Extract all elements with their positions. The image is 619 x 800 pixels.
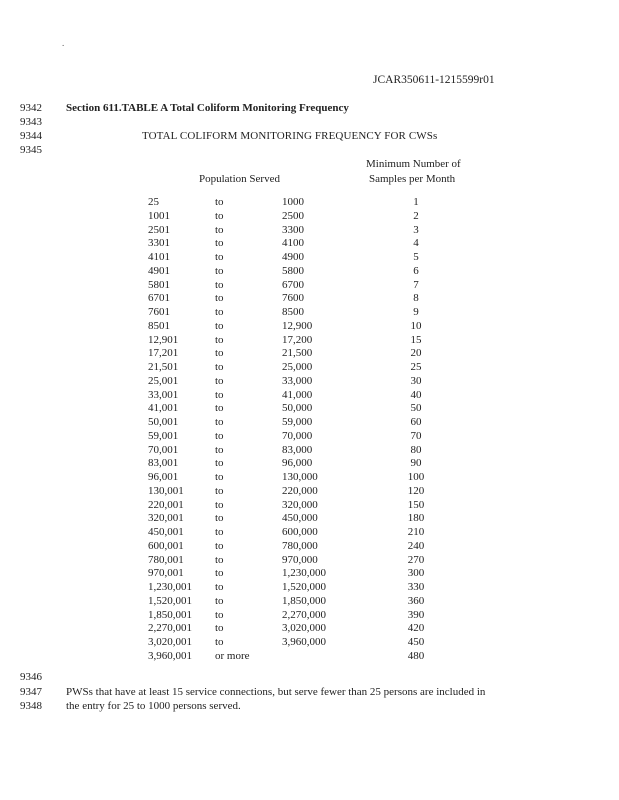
population-to-cell: 780,000 <box>282 539 318 552</box>
population-to-cell: 4900 <box>282 251 304 263</box>
population-from-cell: 50,001 <box>148 416 179 428</box>
population-from-cell: 70,001 <box>148 443 179 456</box>
samples-cell: 150 <box>407 498 425 511</box>
range-word-cell: to <box>215 512 224 525</box>
range-word-cell: to <box>215 608 224 621</box>
range-word-cell: to <box>215 484 224 497</box>
samples-cell: 1 <box>413 196 419 208</box>
table-row <box>0 430 619 444</box>
table-row <box>0 636 619 650</box>
table-row <box>0 347 619 361</box>
table-row <box>0 622 619 636</box>
population-from-cell: 1001 <box>148 209 170 222</box>
samples-cell: 450 <box>407 636 425 648</box>
range-word-cell: to <box>215 251 224 263</box>
samples-cell: 20 <box>410 347 422 360</box>
table-row <box>0 444 619 458</box>
range-word-cell: to <box>215 196 224 208</box>
population-from-cell: 96,001 <box>148 471 179 483</box>
samples-cell: 2 <box>413 209 419 222</box>
range-word-cell: or more <box>215 649 250 662</box>
population-from-cell: 6701 <box>148 292 170 305</box>
population-to-cell: 220,000 <box>282 484 318 497</box>
population-from-cell: 5801 <box>148 278 170 291</box>
line-number: 9345 <box>20 144 42 156</box>
range-word-cell: to <box>215 636 224 648</box>
table-row <box>0 279 619 293</box>
population-from-cell: 780,001 <box>148 553 184 566</box>
line-number: 9342 <box>20 102 42 114</box>
range-word-cell: to <box>215 361 224 373</box>
population-to-cell: 2500 <box>282 209 304 222</box>
samples-cell: 240 <box>407 539 425 552</box>
samples-cell: 270 <box>407 553 425 566</box>
population-from-cell: 1,850,001 <box>148 608 192 621</box>
samples-column-header-line1: Minimum Number of <box>366 158 461 170</box>
population-to-cell: 1000 <box>282 196 304 208</box>
population-from-cell: 83,001 <box>148 457 179 470</box>
population-to-cell: 41,000 <box>282 388 313 401</box>
table-row <box>0 224 619 238</box>
population-from-cell: 4101 <box>148 251 170 263</box>
population-from-cell: 130,001 <box>148 484 184 497</box>
footnote-line-1: PWSs that have at least 15 service connections, but serve fewer than 25 persons are included in <box>66 686 486 698</box>
table-row <box>0 485 619 499</box>
samples-cell: 6 <box>413 264 419 277</box>
population-to-cell: 70,000 <box>282 429 313 442</box>
population-from-cell: 41,001 <box>148 402 179 415</box>
table-row <box>0 512 619 526</box>
population-to-cell: 1,850,000 <box>282 594 326 607</box>
range-word-cell: to <box>215 306 224 318</box>
samples-cell: 180 <box>407 512 425 525</box>
population-from-cell: 8501 <box>148 319 170 332</box>
table-row <box>0 457 619 471</box>
population-to-cell: 6700 <box>282 278 304 291</box>
table-row <box>0 650 619 664</box>
samples-cell: 330 <box>407 581 425 593</box>
samples-cell: 25 <box>410 361 422 373</box>
population-to-cell: 1,520,000 <box>282 581 326 593</box>
line-number: 9343 <box>20 116 42 128</box>
range-word-cell: to <box>215 333 224 346</box>
population-to-cell: 1,230,000 <box>282 567 326 580</box>
line-number: 9348 <box>20 700 42 712</box>
range-word-cell: to <box>215 539 224 552</box>
table-row <box>0 609 619 623</box>
population-from-cell: 7601 <box>148 306 170 318</box>
range-word-cell: to <box>215 264 224 277</box>
range-word-cell: to <box>215 443 224 456</box>
table-row <box>0 567 619 581</box>
range-word-cell: to <box>215 553 224 566</box>
population-from-cell: 25 <box>148 196 159 208</box>
table-row <box>0 471 619 485</box>
samples-cell: 480 <box>407 649 425 662</box>
range-word-cell: to <box>215 347 224 360</box>
population-to-cell: 130,000 <box>282 471 318 483</box>
population-to-cell: 25,000 <box>282 361 313 373</box>
population-from-cell: 2501 <box>148 223 170 236</box>
population-to-cell: 320,000 <box>282 498 318 511</box>
samples-cell: 100 <box>407 471 425 483</box>
range-word-cell: to <box>215 622 224 635</box>
range-word-cell: to <box>215 237 224 250</box>
samples-cell: 7 <box>413 278 419 291</box>
samples-column-header-line2: Samples per Month <box>369 173 456 185</box>
population-from-cell: 3301 <box>148 237 170 250</box>
population-from-cell: 1,230,001 <box>148 581 192 593</box>
table-row <box>0 554 619 568</box>
line-number: 9344 <box>20 130 42 142</box>
table-row <box>0 251 619 265</box>
samples-cell: 360 <box>407 594 425 607</box>
line-number: 9346 <box>20 671 42 683</box>
document-id: JCAR350611-1215599r01 <box>373 74 495 86</box>
table-row <box>0 375 619 389</box>
table-row <box>0 499 619 513</box>
range-word-cell: to <box>215 526 224 538</box>
range-word-cell: to <box>215 292 224 305</box>
population-from-cell: 3,960,001 <box>148 649 192 662</box>
population-to-cell: 7600 <box>282 292 304 305</box>
range-word-cell: to <box>215 319 224 332</box>
population-from-cell: 4901 <box>148 264 170 277</box>
population-to-cell: 17,200 <box>282 333 313 346</box>
range-word-cell: to <box>215 209 224 222</box>
population-from-cell: 320,001 <box>148 512 184 525</box>
samples-cell: 70 <box>410 429 422 442</box>
population-to-cell: 12,900 <box>282 319 313 332</box>
population-from-cell: 33,001 <box>148 388 179 401</box>
population-from-cell: 59,001 <box>148 429 179 442</box>
population-to-cell: 600,000 <box>282 526 318 538</box>
section-heading: Section 611.TABLE A Total Coliform Monitoring Frequency <box>66 102 349 114</box>
range-word-cell: to <box>215 567 224 580</box>
stray-mark: . <box>62 38 65 48</box>
population-to-cell: 50,000 <box>282 402 313 415</box>
samples-cell: 15 <box>410 333 422 346</box>
samples-cell: 120 <box>407 484 425 497</box>
table-row <box>0 540 619 554</box>
footnote-line-2: the entry for 25 to 1000 persons served. <box>66 700 241 712</box>
range-word-cell: to <box>215 402 224 415</box>
range-word-cell: to <box>215 457 224 470</box>
population-to-cell: 2,270,000 <box>282 608 326 621</box>
samples-cell: 10 <box>410 319 422 332</box>
samples-cell: 80 <box>410 443 422 456</box>
samples-cell: 390 <box>407 608 425 621</box>
samples-cell: 210 <box>407 526 425 538</box>
population-to-cell: 970,000 <box>282 553 318 566</box>
table-row <box>0 237 619 251</box>
population-to-cell: 59,000 <box>282 416 313 428</box>
table-row <box>0 265 619 279</box>
range-word-cell: to <box>215 416 224 428</box>
population-to-cell: 3,960,000 <box>282 636 326 648</box>
population-to-cell: 5800 <box>282 264 304 277</box>
population-to-cell: 8500 <box>282 306 304 318</box>
population-to-cell: 4100 <box>282 237 304 250</box>
table-row <box>0 361 619 375</box>
table-row <box>0 581 619 595</box>
samples-cell: 8 <box>413 292 419 305</box>
samples-cell: 40 <box>410 388 422 401</box>
population-column-header: Population Served <box>199 173 280 185</box>
population-from-cell: 3,020,001 <box>148 636 192 648</box>
population-from-cell: 2,270,001 <box>148 622 192 635</box>
samples-cell: 300 <box>407 567 425 580</box>
range-word-cell: to <box>215 471 224 483</box>
population-to-cell: 450,000 <box>282 512 318 525</box>
table-row <box>0 389 619 403</box>
range-word-cell: to <box>215 374 224 387</box>
samples-cell: 3 <box>413 223 419 236</box>
population-to-cell: 21,500 <box>282 347 313 360</box>
range-word-cell: to <box>215 278 224 291</box>
table-row <box>0 526 619 540</box>
population-from-cell: 1,520,001 <box>148 594 192 607</box>
table-row <box>0 320 619 334</box>
population-to-cell: 96,000 <box>282 457 313 470</box>
table-row <box>0 334 619 348</box>
range-word-cell: to <box>215 594 224 607</box>
table-row <box>0 196 619 210</box>
table-row <box>0 402 619 416</box>
samples-cell: 9 <box>413 306 419 318</box>
population-from-cell: 450,001 <box>148 526 184 538</box>
samples-cell: 4 <box>413 237 419 250</box>
range-word-cell: to <box>215 223 224 236</box>
range-word-cell: to <box>215 388 224 401</box>
population-from-cell: 600,001 <box>148 539 184 552</box>
population-to-cell: 33,000 <box>282 374 313 387</box>
population-to-cell: 3300 <box>282 223 304 236</box>
samples-cell: 5 <box>413 251 419 263</box>
population-from-cell: 220,001 <box>148 498 184 511</box>
population-from-cell: 25,001 <box>148 374 179 387</box>
range-word-cell: to <box>215 498 224 511</box>
samples-cell: 30 <box>410 374 422 387</box>
table-row <box>0 292 619 306</box>
line-number: 9347 <box>20 686 42 698</box>
population-from-cell: 17,201 <box>148 347 179 360</box>
population-from-cell: 12,901 <box>148 333 179 346</box>
table-row <box>0 595 619 609</box>
table-row <box>0 306 619 320</box>
range-word-cell: to <box>215 581 224 593</box>
population-from-cell: 970,001 <box>148 567 184 580</box>
population-to-cell: 83,000 <box>282 443 313 456</box>
range-word-cell: to <box>215 429 224 442</box>
samples-cell: 420 <box>407 622 425 635</box>
samples-cell: 90 <box>410 457 422 470</box>
population-to-cell: 3,020,000 <box>282 622 326 635</box>
samples-cell: 60 <box>410 416 422 428</box>
table-title: TOTAL COLIFORM MONITORING FREQUENCY FOR CWSs <box>142 130 438 142</box>
table-row <box>0 210 619 224</box>
samples-cell: 50 <box>410 402 422 415</box>
table-row <box>0 416 619 430</box>
population-from-cell: 21,501 <box>148 361 179 373</box>
